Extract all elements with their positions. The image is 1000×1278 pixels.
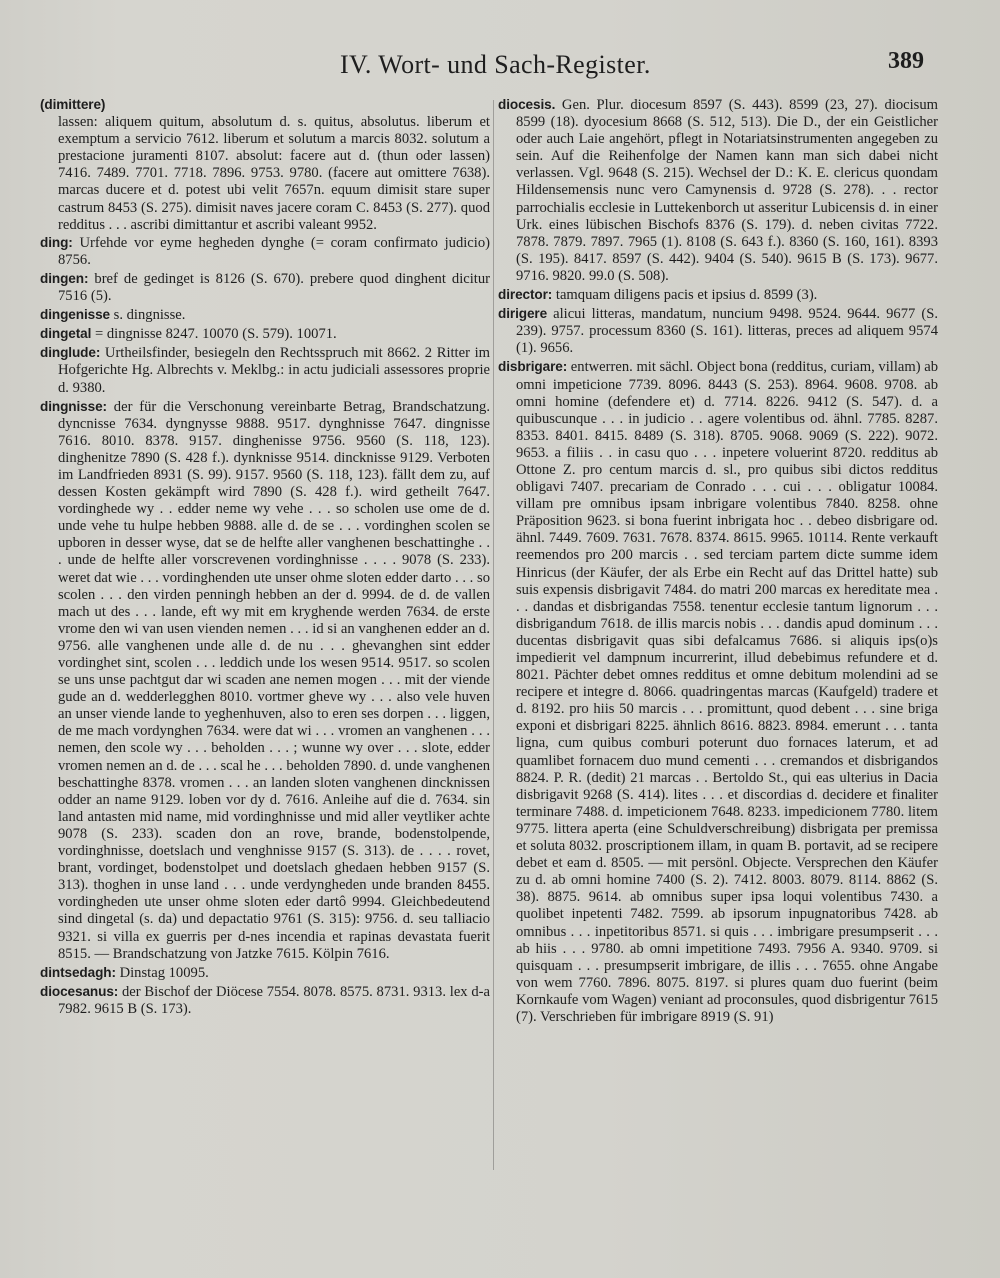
entry-dingenisse	[40, 306, 490, 324]
entry-text: Urfehde vor eyme hegheden dynghe (= coram confirmato judicio) 8756.	[58, 234, 490, 268]
entry-dingen	[40, 270, 490, 305]
entry-ding	[40, 234, 490, 269]
entry-text: der Bischof der Diöcese 7554. 8078. 8575. 8731. 9313. lex d-a 7982. 9615 B (S. 173).	[58, 983, 490, 1017]
left-column	[40, 96, 490, 1176]
running-title: IV. Wort- und Sach-Register.	[340, 50, 651, 79]
column-divider	[493, 100, 494, 1170]
entry-head: dinglude:	[40, 345, 101, 361]
entry-head: (dimittere)	[40, 97, 106, 112]
entry-head: diocesis.	[498, 97, 556, 112]
entry-text: lassen: aliquem quitum, absolutum d. s. quitus, absolutus. liberum et exemptum a servicio 7612. liberum et solutum a marcis 8032. solutum a prestacione juramenti 8107. absolut: facere aut d. (thun oder lassen) 7416. 7489. 7701. 7718. 7896. 9753. 9780. (facere aut omittere 7638). marcas ducere et d. potest ubi velit 7657n. equum dimisit stare super castrum 8453 (S. 275). dimisit naves jacere coram C. 8453 (S. 277). quod redditus . . . ascribi dimittantur et ascribi valeant 9952.	[58, 114, 490, 233]
entry-diocesis	[498, 96, 938, 285]
page-header	[0, 48, 1000, 88]
entry-text: alicui litteras, mandatum, nuncium 9498. 9524. 9644. 9677 (S. 239). 9757. processum 8360 (S. 161). litteras, preces ad aliquem 9574 (1). 9656.	[516, 306, 938, 357]
entry-dinglude	[40, 344, 490, 396]
entry-head: dingetal	[40, 326, 92, 342]
entry-dingetal	[40, 325, 490, 343]
entry-head: ding:	[40, 234, 73, 250]
entry-text: entwerren. mit sächl. Object bona (redditus, curiam, villam) ab omni impeticione 7739. 8096. 8443 (S. 253). 8964. 9608. 9708. ab omni homine (defendere et) d. 7714. 8226. 9412 (S. 547). d. a quibuscunque . . . in judicio . . agere volentibus od. ähnl. 7785. 8287. 8353. 8401. 8415. 8489 (S. 318). 8705. 9068. 9069 (S. 222). 9072. 9653. a filiis . . in casu quo . . . inpetere voluerint 8720. redditus ab Ottone Z. pro centum marcis d. sl., pro quibus sibi dictos redditus obligavi 7407. precariam de Conrado . . . cui . . . obligatur 10084. villam pre omnibus ipsam inbrigare volentibus 7840. 8258. ohne Präposition 9623. si bona fuerint inbrigata hoc . . debeo disbrigare od. ähnl. 7449. 7609. 7631. 7678. 8374. 8615. 9965. 10114. Rente verkauft reemendos pro 200 marcis . . sed terciam partem dicte summe idem Hinricus (der Käufer, der als Erbe ein Recht auf das Drittel hatte) sub suis expensis disbrigavit 7484. do matri 200 marcas ex hereditate mea . . . dandas et disbrigandas 7558. tenentur ecclesie tantum lignorum . . . disbrigandum 7618. de illis marcis nobis . . . dandis apud dominum . . . ducentas disbrigavit quas sibi defalcamus 7686. si aliquis ips(o)s impedierit vel dampnum incurrerint, illud debebimus refundere et d. 8021. Pächter debet omnes redditus et omne debitum molendini ad se recipere et integre d. 8066. quadringentas marcas (Kaufgeld) tradere et d. 8192. pro hiis 50 marcis . . . promittunt, quod debent . . . sine briga exponi et disbrigari 8225. ähnlich 8616. 8823. 8984. emerunt . . . tanta ligna, cum quibus comburi poterunt duo fornaces laterum, et ad quamlibet fornacem duo mund cementi . . . cremandos et disbrigandos 8824. P. R. (dedit) 21 marcas . . Bertoldo St., qui eas ulterius in Dacia disbrigavit 9268 (S. 414). lites . . . et discordias d. decidere et finaliter terminare 7488. d. impeticionem 7648. 8233. impedicionem 7780. litem 9775. littera aperta (eine Schuldverschreibung) disbrigata per premissa et soluta 8032. proscriptionem illam, in quam B. portavit, ad se recipere debet et eam d. 8505. — mit persönl. Objecte. Versprechen den Käufer zu d. ab omni homine 7400 (S. 2). 7412. 8003. 8079. 8114. 8862 (S. 38). 8875. 9614. ab omnibus super ipsa loqui volentibus 7430. a quolibet inpetenti 7482. 7599. ab ipsorum inpugnatoribus 7428. ab omnibus . . . inpetitoribus 8571. si quis . . . imbrigare presumpserit . . . ab hiis . . . 9780. ab omni impetitione 7493. 7956 A. 9340. 9709. si quisquam . . . presumpserit imbrigare, de illis . . . 7655. ohne Angabe von wem 7760. 7896. 8075. 8197. si plures quam duo fuerint (beim Kornkaufe vom Wagen) veniant ad proconsules, quod disbrigentur 7615 (7). Verschrieben für imbrigare 8919 (S. 91)	[516, 359, 938, 1025]
entry-head: dingenisse	[40, 307, 111, 323]
entry-text: der für die Verschonung vereinbarte Betrag, Brandschatzung. dyncnisse 7634. dyngnysse 9888. 9517. dynghnisse 7647. dingnisse 7616. 8010. 8378. 9157. dinghenisse 9756. 9560 (S. 118, 123). dinghenitze 7890 (S. 428 f.). dynknisse 9514. dincknisse 9129. Verboten im Landfrieden 8931 (S. 99). 9157. 9560 (S. 118, 123). fällt dem zu, auf dessen Kosten gekämpft wird 7890 (S. 428 f.). wird getheilt 7647. vordinghede wy . . edder neme wy vehe . . . so scholen use ome de d. unde vehe tu hulpe hebben 9888. alle d. de se . . . vordinghen scolen se upboren in desser wyse, dat se de helfte aller vanghenen beschattinghe . . . unde de helfte aller vorscrevenen vordinghnisse . . . . 9078 (S. 233). weret dat wie . . . vordinghenden ute unser ohme sloten edder darto . . . so scolen . . . den virden penningh hebben an der d. 9994. de d. de vallen mach ut des . . . lande, eft wy mit em kryghende werden 7634. de erste vrome den wi van usen vienden nemen . . . id si an vanghenen edder an d. 9756. alle vanghenen unde alle d. de nu . . . ghevanghen sint edder vordinghet sint, scolen . . . leddich unde los wesen 9514. 9517. so scolen se uns unse pachtgut dar wi scaden ane nemen mogen . . . mit der viende gude an d. wedderlegghen 8010. vortmer gheve wy . . . also vele huven an unser viende lande to yeghenhuven, also to eren ses dorpen . . . liggen, de me mach vordynghen 7634. were dat wi . . . vromen an vanghenen . . . nemen, den scole wy . . . beholden . . . ; wunne wy over . . . slote, edder vromen nemen an d. de . . . scal he . . . beholden 7890. d. unde vanghenen beschattinghe 8378. vromen . . . an landen sloten vanghenen dincknissen odder an name 9129. loben vor dy d. 7616. Anleihe auf die d. 7634. sin land antasten mid name, mid vordinghnisse und mid aller veytliker achte 9078 (S. 233). scaden don an rove, brande, bodenstolpende, vordinghnisse, doetslach und venghnisse 9157 (S. 313). de . . . . rovet, brant, vordinget, bodenstolpet und doetslach ghedaen hebben 9157 (S. 313). thoghen in unse land . . . unde verdyngheden unde branden 8455. vordingheden ute unser ohme sloten eder dartô 9994. Gleichbedeutend sind dingetal (s. da) und depactatio 9761 (S. 315): 9756. d. seu talliacio 9321. si villa ex guerris per d-nes incendia et rapinas devastata fuerit 8515. — Brandschatzung von Jatzke 7615. Kölpin 7616.	[58, 398, 490, 962]
entry-head: diocesanus:	[40, 983, 119, 999]
entry-text: tamquam diligens pacis et ipsius d. 8599 (3).	[552, 287, 818, 304]
entry-head: dingen:	[40, 270, 89, 286]
entry-diocesanus	[40, 983, 490, 1018]
entry-text: s. dingnisse.	[110, 307, 186, 324]
entry-head: dingnisse:	[40, 398, 107, 414]
page-number: 389	[888, 48, 924, 74]
entry-director	[498, 286, 938, 304]
entry-dirigere	[498, 305, 938, 357]
entry-text: Urtheilsfinder, besiegeln den Rechtsspruch mit 8662. 2 Ritter im Hofgerichte Hg. Albrechts v. Meklbg.: in actu judiciali assessores proprie d. 9380.	[58, 345, 490, 396]
entry-head: dintsedagh:	[40, 964, 116, 980]
entry-dintsedagh	[40, 964, 490, 982]
entry-head: disbrigare:	[498, 359, 568, 375]
entry-disbrigare	[498, 358, 938, 1026]
right-column	[498, 96, 938, 1171]
entry-text: bref de gedinget is 8126 (S. 670). prebere quod dinghent dicitur 7516 (5).	[58, 270, 490, 305]
entry-head: dirigere	[498, 306, 548, 322]
entry-dimittere	[40, 96, 490, 114]
entry-text: = dingnisse 8247. 10070 (S. 579). 10071.	[91, 326, 337, 343]
entry-text: Gen. Plur. diocesum 8597 (S. 443). 8599 (23, 27). diocisum 8599 (18). dyocesium 8668 (S. 512, 513). Die D., der ein Geistlicher oder auch Laie angehört, pflegt in Notariatsinstrumenten angegeben zu sein. Auf die Reihenfolge der Namen kann man sich dabei nicht verlassen. Vgl. 9648 (S. 215). Wechsel der D.: K. E. clericus quondam Hildensemensis nunc vero Camynensis d. 9728 (S. 278). . . rector parrochialis ecclesie in Luttekenborch ut asseritur Lubicensis d. in einer Urk. eines lübischen Bischofs 8376 (S. 179). d. neben civitas 7722. 7878. 7879. 7897. 7965 (1). 8108 (S. 643 f.). 8360 (S. 160, 161). 8393 (S. 195). 8417. 8597 (S. 442). 9404 (S. 540). 9615 B (S. 173). 9677. 9716. 9820. 99.0 (S. 508).	[516, 97, 938, 284]
entry-text: Dinstag 10095.	[115, 964, 209, 981]
entry-dimittere-body	[40, 114, 490, 234]
entry-dingnisse	[40, 398, 490, 963]
entry-head: director:	[498, 287, 553, 303]
